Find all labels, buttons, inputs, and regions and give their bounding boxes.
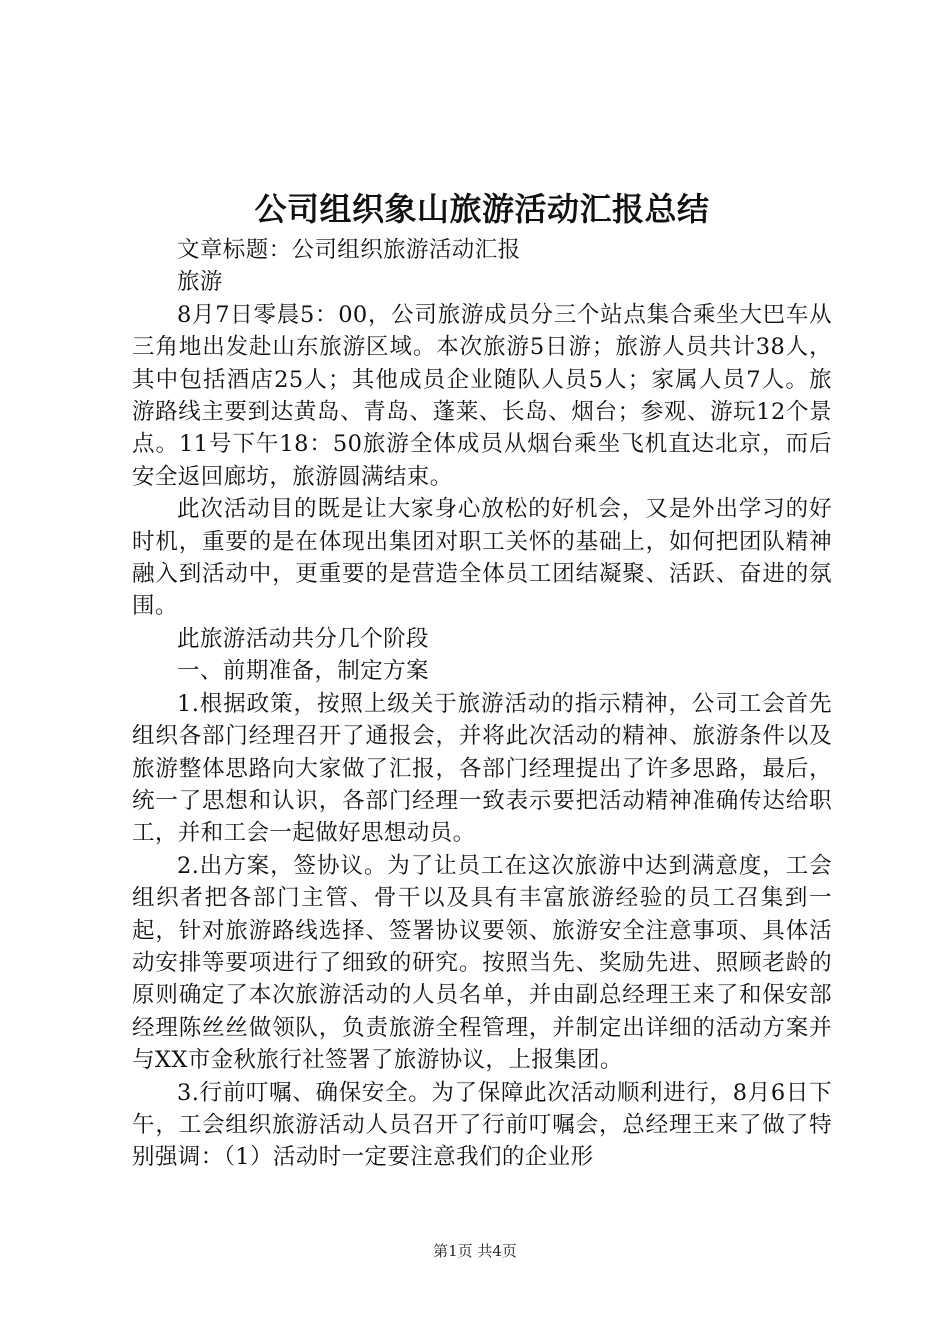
paragraph-itinerary: 8月7日零晨5：00，公司旅游成员分三个站点集合乘坐大巴车从三角地出发赴山东旅游区域。本次旅游5日游；旅游人员共计38人，其中包括酒店25人；其他成员企业随队人员5人；家属人员7人。旅游路线主要到达黄岛、青岛、蓬莱、长岛、烟台；参观、游玩12个景点。11号下午18：50旅游全体成员从烟台乘坐飞机直达北京，而后安全返回廊坊，旅游圆满结束。 [132, 301, 832, 490]
document-body [132, 186, 832, 1174]
paragraph-stages: 此旅游活动共分几个阶段 [177, 625, 429, 652]
paragraph-purpose: 此次活动目的既是让大家身心放松的好机会，又是外出学习的好时机，重要的是在体现出集团对职工关怀的基础上，如何把团队精神融入到活动中，更重要的是营造全体员工团结凝聚、活跃、奋进的氛围。 [132, 496, 832, 620]
paragraph-article-title: 文章标题：公司组织旅游活动汇报 [177, 237, 521, 263]
page-footer: 第1页 共4页 [433, 1242, 517, 1260]
paragraph-item-3: 3.行前叮嘱、确保安全。为了保障此次活动顺利进行，8月6日下午，工会组织旅游活动人员召开了行前叮嘱会，总经理王来了做了特别强调：（1）活动时一定要注意我们的企业形 [132, 1079, 832, 1171]
document-title: 公司组织象山旅游活动汇报总结 [254, 190, 710, 228]
section-heading-preparation: 一、前期准备，制定方案 [177, 658, 429, 685]
paragraph-item-1: 1.根据政策，按照上级关于旅游活动的指示精神，公司工会首先组织各部门经理召开了通报会，并将此次活动的精神、旅游条件以及旅游整体思路向大家做了汇报，各部门经理提出了许多思路，最后，统一了思想和认识，各部门经理一致表示要把活动精神准确传达给职工，并和工会一起做好思想动员。 [132, 690, 832, 847]
paragraph-travel: 旅游 [177, 269, 223, 296]
paragraph-item-2: 2.出方案，签协议。为了让员工在这次旅游中达到满意度，工会组织者把各部门主管、骨干以及具有丰富旅游经验的员工召集到一起，针对旅游路线选择、签署协议要领、旅游安全注意事项、具体活动安排等要项进行了细致的研究。按照当先、奖励先进、照顾老龄的原则确定了本次旅游活动的人员名单，并由副总经理王来了和保安部经理陈丝丝做领队，负责旅游全程管理，并制定出详细的活动方案并与XX市金秋旅行社签署了旅游协议，上报集团。 [132, 852, 832, 1074]
